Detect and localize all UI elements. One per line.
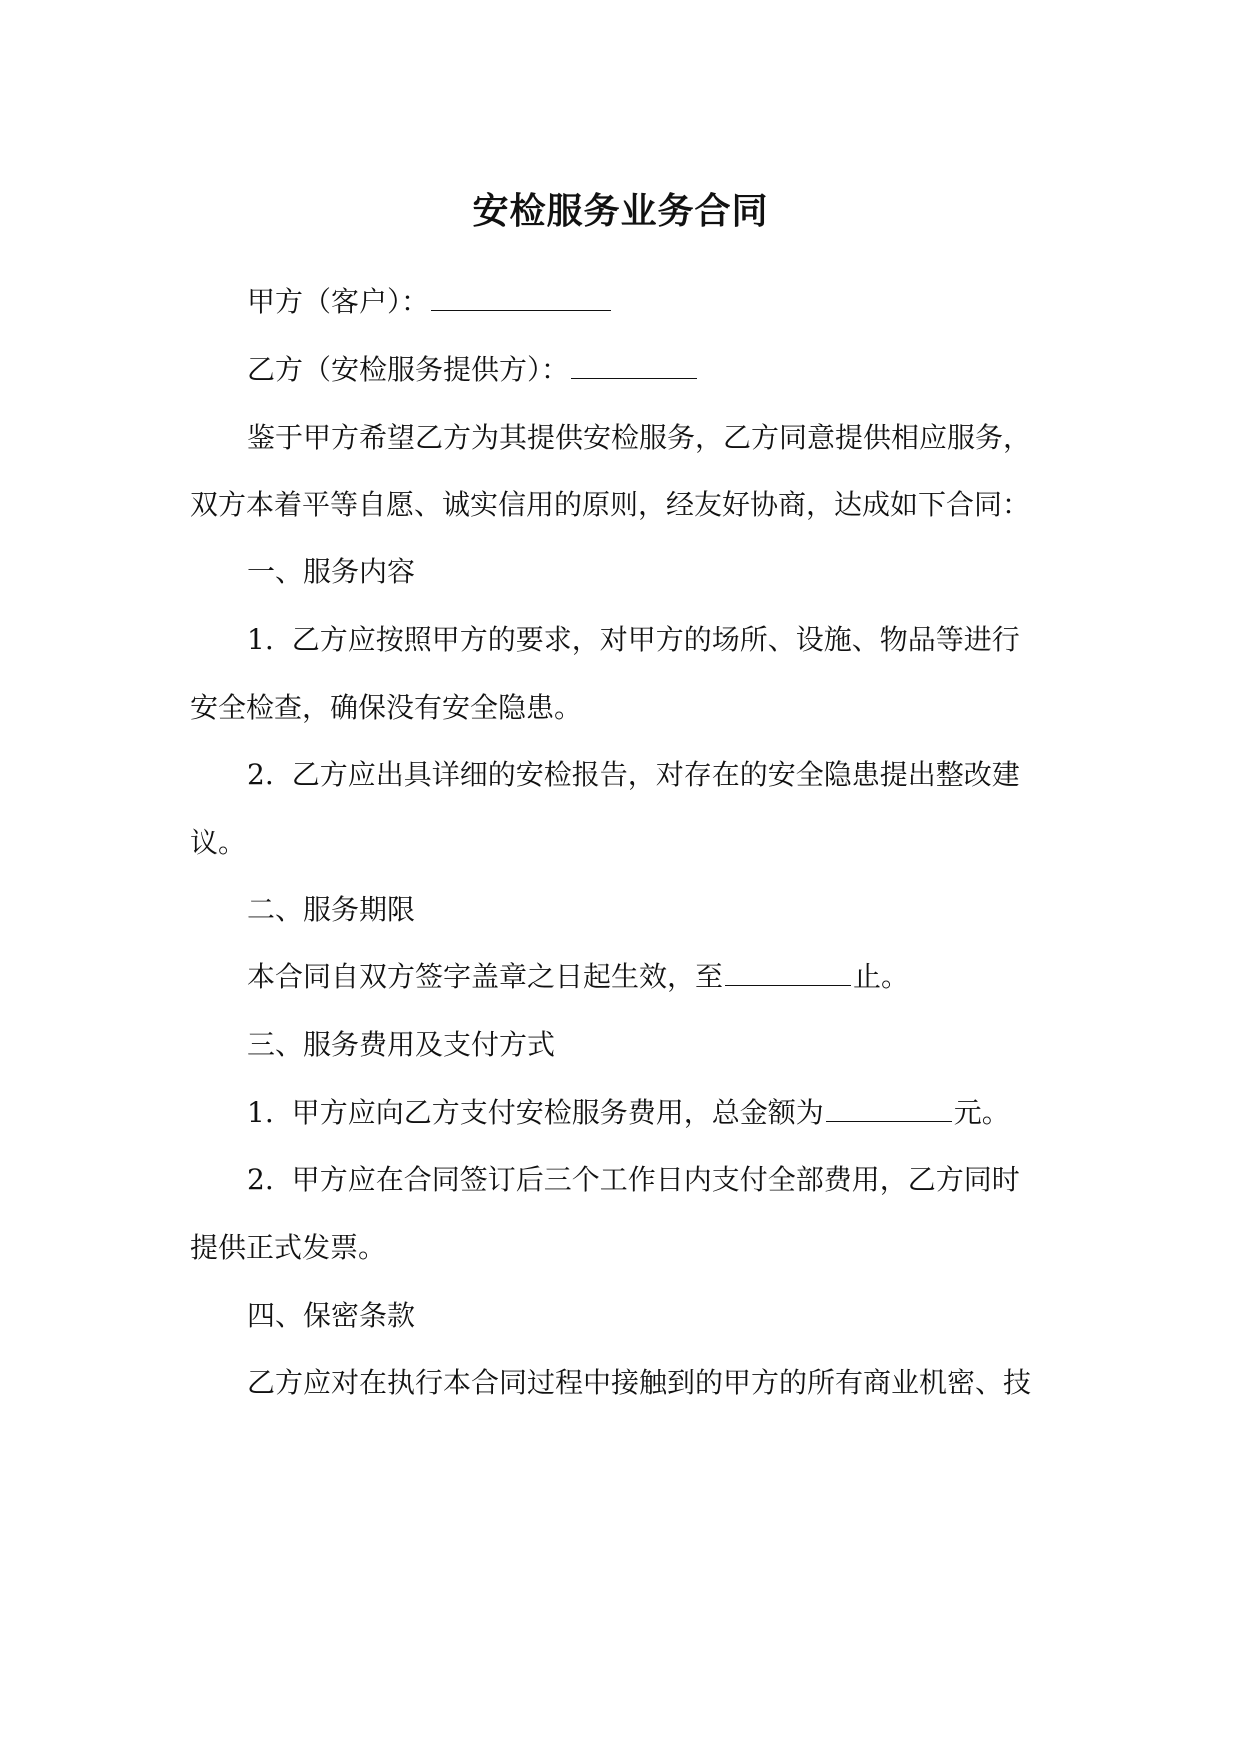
s3-item1-text-before: 甲方应向乙方支付安检服务费用，总金额为 [291,1096,824,1129]
s1-item2-text: 乙方应出具详细的安检报告，对存在的安全隐患提出整改建 [291,758,1020,791]
s1-item2-line2: 议。 [190,826,247,859]
document-title: 安检服务业务合同 [472,190,769,232]
preamble-line-1: 鉴于甲方希望乙方为其提供安检服务，乙方同意提供相应服务， [247,421,1032,454]
s2-text-after: 止。 [853,960,910,993]
s2-text-before: 本合同自双方签字盖章之日起生效，至 [247,960,724,993]
s1-item1-line2: 安全检查，确保没有安全隐患。 [190,691,583,724]
s1-item1-number: 1. [247,623,274,656]
s4-line1: 乙方应对在执行本合同过程中接触到的甲方的所有商业机密、技 [247,1366,1032,1399]
s3-item2-line2: 提供正式发票。 [190,1231,387,1264]
s1-item2-line1 [247,755,1020,795]
party-b-blank[interactable] [571,352,697,379]
s1-item1-text: 乙方应按照甲方的要求，对甲方的场所、设施、物品等进行 [291,623,1020,656]
section-heading-4: 四、保密条款 [247,1299,416,1332]
s2-term-line [247,957,909,997]
party-b-line [247,350,699,390]
section-heading-1: 一、服务内容 [247,555,416,588]
party-b-label: 乙方（安检服务提供方）： [247,353,570,386]
s3-item1-text-after: 元。 [953,1096,1010,1129]
s3-item2-number: 2. [247,1163,274,1196]
s1-item2-number: 2. [247,758,274,791]
amount-blank[interactable] [826,1095,952,1122]
section-heading-2: 二、服务期限 [247,893,416,926]
party-a-line [247,282,613,322]
s3-item1-line [247,1093,1010,1133]
party-a-label: 甲方（客户）： [247,285,430,318]
preamble-line-2: 双方本着平等自愿、诚实信用的原则，经友好协商，达成如下合同： [190,488,1031,521]
party-a-blank[interactable] [431,284,611,311]
s3-item2-line1 [247,1160,1020,1200]
s3-item1-number: 1. [247,1096,274,1129]
end-date-blank[interactable] [725,959,851,986]
s3-item2-text: 甲方应在合同签订后三个工作日内支付全部费用，乙方同时 [291,1163,1020,1196]
section-heading-3: 三、服务费用及支付方式 [247,1028,556,1061]
s1-item1-line1 [247,620,1020,660]
